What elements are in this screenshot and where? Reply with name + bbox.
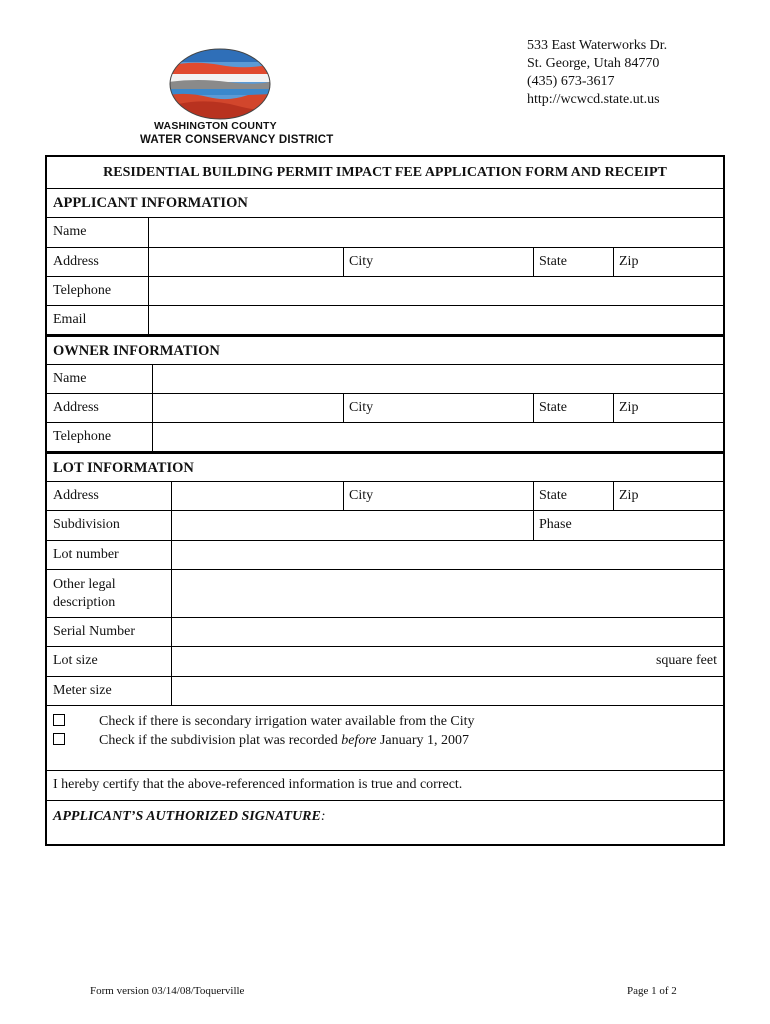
lot-heading-row bbox=[47, 451, 723, 481]
lot-size-unit: square feet bbox=[655, 653, 717, 668]
owner-heading: OWNER INFORMATION bbox=[53, 343, 220, 359]
lot-subdivision-field[interactable] bbox=[171, 511, 533, 540]
applicant-address-row bbox=[47, 247, 723, 276]
lot-zip-field[interactable] bbox=[613, 482, 723, 510]
meter-size-row bbox=[47, 676, 723, 705]
page-number: Page 1 of 2 bbox=[627, 985, 677, 997]
irrigation-label: Check if there is secondary irrigation water available from the City bbox=[99, 714, 475, 729]
form-title-row bbox=[47, 157, 723, 188]
owner-telephone-row bbox=[47, 422, 723, 451]
lot-number-field[interactable] bbox=[171, 541, 723, 569]
logo-line-1: WASHINGTON COUNTY bbox=[154, 120, 277, 132]
irrigation-option bbox=[53, 714, 475, 730]
owner-address-label: Address bbox=[53, 400, 99, 415]
logo-emblem-icon bbox=[168, 48, 272, 120]
signature-row[interactable] bbox=[47, 800, 723, 844]
lot-address-row bbox=[47, 481, 723, 510]
applicant-telephone-row bbox=[47, 276, 723, 305]
applicant-name-label: Name bbox=[53, 224, 87, 239]
applicant-heading: APPLICANT INFORMATION bbox=[53, 195, 248, 211]
plat-label-prefix: Check if the subdivision plat was recorded bbox=[99, 733, 342, 748]
lot-size-row bbox=[47, 646, 723, 676]
meter-size-field[interactable] bbox=[171, 677, 723, 705]
owner-zip-label: Zip bbox=[619, 400, 639, 415]
permit-form bbox=[45, 155, 725, 846]
owner-zip-field[interactable] bbox=[613, 394, 723, 422]
applicant-email-label: Email bbox=[53, 312, 87, 327]
owner-telephone-field[interactable] bbox=[152, 423, 723, 451]
lot-city-label: City bbox=[349, 488, 374, 503]
address-phone: (435) 673-3617 bbox=[527, 74, 615, 89]
applicant-state-label: State bbox=[539, 254, 567, 269]
applicant-telephone-field[interactable] bbox=[148, 277, 723, 305]
signature-colon: : bbox=[320, 809, 326, 824]
plat-label-suffix: January 1, 2007 bbox=[376, 733, 470, 748]
applicant-state-field[interactable] bbox=[533, 248, 613, 276]
address-street: 533 East Waterworks Dr. bbox=[527, 38, 668, 53]
owner-city-label: City bbox=[349, 400, 374, 415]
lot-number-label: Lot number bbox=[53, 547, 119, 562]
lot-state-label: State bbox=[539, 488, 567, 503]
owner-heading-row bbox=[47, 334, 723, 364]
lot-phase-label: Phase bbox=[539, 517, 572, 532]
lot-legal-label-line2: description bbox=[53, 595, 116, 610]
lot-heading: LOT INFORMATION bbox=[53, 460, 194, 476]
lot-subdivision-row bbox=[47, 510, 723, 540]
owner-telephone-label: Telephone bbox=[53, 429, 112, 444]
signature-label-text: APPLICANT’S AUTHORIZED SIGNATURE bbox=[53, 809, 321, 824]
checkbox-row bbox=[47, 705, 723, 770]
signature-label bbox=[47, 801, 723, 825]
logo-line-2: WATER CONSERVANCY DISTRICT bbox=[140, 134, 334, 146]
owner-name-row bbox=[47, 364, 723, 393]
irrigation-checkbox[interactable] bbox=[53, 714, 65, 726]
applicant-name-field[interactable] bbox=[148, 218, 723, 247]
lot-serial-field[interactable] bbox=[171, 618, 723, 646]
applicant-address-label: Address bbox=[53, 254, 99, 269]
lot-zip-label: Zip bbox=[619, 488, 639, 503]
lot-legal-label-line1: Other legal bbox=[53, 577, 116, 592]
address-city: St. George, Utah 84770 bbox=[527, 56, 660, 71]
applicant-email-row bbox=[47, 305, 723, 334]
owner-address-row bbox=[47, 393, 723, 422]
owner-name-field[interactable] bbox=[152, 365, 723, 393]
certify-text: I hereby certify that the above-referenced information is true and correct. bbox=[53, 777, 463, 792]
lot-serial-label: Serial Number bbox=[53, 624, 136, 639]
applicant-address-field[interactable] bbox=[148, 248, 343, 276]
address-website: http://wcwcd.state.ut.us bbox=[527, 92, 660, 107]
lot-city-field[interactable] bbox=[343, 482, 533, 510]
lot-serial-row bbox=[47, 617, 723, 646]
applicant-name-row bbox=[47, 217, 723, 247]
applicant-city-field[interactable] bbox=[343, 248, 533, 276]
applicant-email-field[interactable] bbox=[148, 306, 723, 334]
applicant-zip-label: Zip bbox=[619, 254, 639, 269]
lot-legal-row bbox=[47, 569, 723, 617]
applicant-zip-field[interactable] bbox=[613, 248, 723, 276]
district-address bbox=[527, 37, 667, 109]
owner-city-field[interactable] bbox=[343, 394, 533, 422]
applicant-heading-row bbox=[47, 188, 723, 217]
applicant-city-label: City bbox=[349, 254, 374, 269]
certify-row bbox=[47, 770, 723, 800]
lot-state-field[interactable] bbox=[533, 482, 613, 510]
lot-address-field[interactable] bbox=[171, 482, 343, 510]
lot-number-row bbox=[47, 540, 723, 569]
form-version: Form version 03/14/08/Toquerville bbox=[90, 985, 245, 997]
lot-subdivision-label: Subdivision bbox=[53, 517, 120, 532]
plat-label-emphasis: before bbox=[341, 733, 377, 748]
plat-option bbox=[53, 733, 469, 749]
lot-legal-field[interactable] bbox=[171, 570, 723, 617]
owner-state-label: State bbox=[539, 400, 567, 415]
lot-size-field[interactable] bbox=[171, 647, 723, 676]
lot-size-label: Lot size bbox=[53, 653, 98, 668]
district-logo bbox=[140, 48, 334, 152]
meter-size-label: Meter size bbox=[53, 683, 112, 698]
owner-state-field[interactable] bbox=[533, 394, 613, 422]
form-title: RESIDENTIAL BUILDING PERMIT IMPACT FEE APPLICATION FORM AND RECEIPT bbox=[103, 165, 667, 180]
owner-name-label: Name bbox=[53, 371, 87, 386]
owner-address-field[interactable] bbox=[152, 394, 343, 422]
lot-phase-field[interactable] bbox=[533, 511, 723, 540]
applicant-telephone-label: Telephone bbox=[53, 283, 112, 298]
lot-legal-label bbox=[47, 570, 171, 617]
plat-checkbox[interactable] bbox=[53, 733, 65, 745]
lot-address-label: Address bbox=[53, 488, 99, 503]
